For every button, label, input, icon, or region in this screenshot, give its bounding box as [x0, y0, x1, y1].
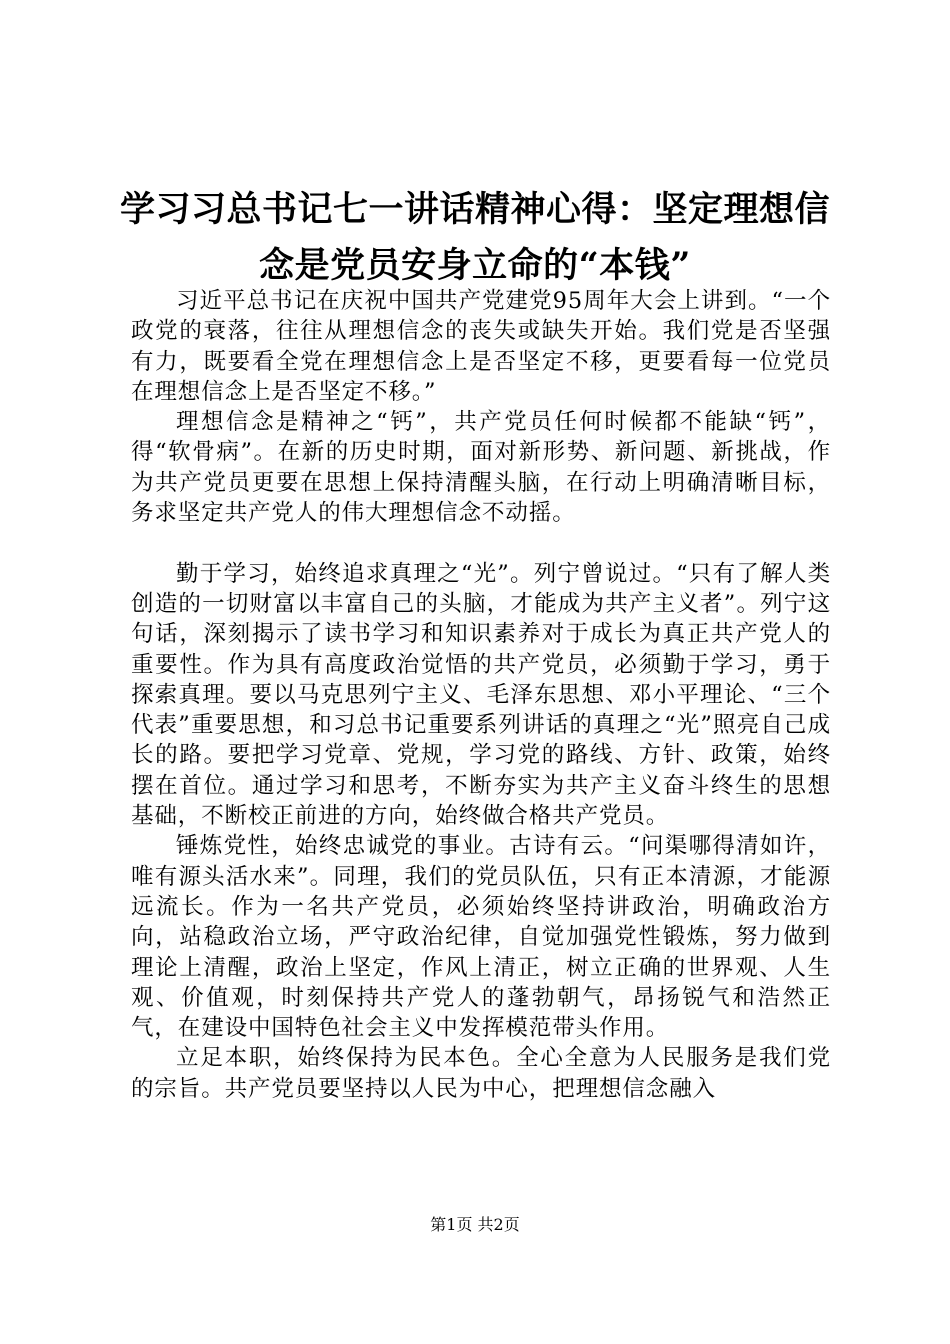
paragraph-1: 习近平总书记在庆祝中国共产党建党95周年大会上讲到。“一个政党的衰落，往往从理想信念的丧失或缺失开始。我们党是否坚强有力，既要看全党在理想信念上是否坚定不移，更要看每一位党员在理想信念上是否坚定不移。”: [131, 288, 831, 405]
page-footer: 第1页 共2页: [430, 1215, 520, 1234]
paragraph-5: 立足本职，始终保持为民本色。全心全意为人民服务是我们党的宗旨。共产党员要坚持以人民为中心，把理想信念融入: [131, 1045, 831, 1102]
paragraph-2: 理想信念是精神之“钙”，共产党员任何时候都不能缺“钙”，得“软骨病”。在新的历史时期，面对新形势、新问题、新挑战，作为共产党员更要在思想上保持清醒头脑，在行动上明确清晰目标，务求坚定共产党人的伟大理想信念不动摇。: [131, 409, 831, 527]
document-title: 学习习总书记七一讲话精神心得：坚定理想信念是党员安身立命的“本钱”: [120, 189, 831, 286]
paragraph-3: 勤于学习，始终追求真理之“光”。列宁曾说过。“只有了解人类创造的一切财富以丰富自己的头脑，才能成为共产主义者”。列宁这句话，深刻揭示了读书学习和知识素养对于成长为真正共产党人的重要性。作为具有高度政治觉悟的共产党员，必须勤于学习，勇于探索真理。要以马克思列宁主义、毛泽东思想、邓小平理论、“三个代表”重要思想，和习总书记重要系列讲话的真理之“光”照亮自己成长的路。要把学习党章、党规，学习党的路线、方针、政策，始终摆在首位。通过学习和思考，不断夯实为共产主义奋斗终生的思想基础，不断校正前进的方向，始终做合格共产党员。: [131, 560, 831, 830]
paragraph-4: 锤炼党性，始终忠诚党的事业。古诗有云。“问渠哪得清如许，唯有源头活水来”。同理，我们的党员队伍，只有正本清源，才能源远流长。作为一名共产党员，必须始终坚持讲政治，明确政治方向，站稳政治立场，严守政治纪律，自觉加强党性锻炼，努力做到理论上清醒，政治上坚定，作风上清正，树立正确的世界观、人生观、价值观，时刻保持共产党人的蓬勃朝气，昂扬锐气和浩然正气，在建设中国特色社会主义中发挥模范带头作用。: [131, 833, 831, 1042]
document-body: [131, 286, 831, 1104]
